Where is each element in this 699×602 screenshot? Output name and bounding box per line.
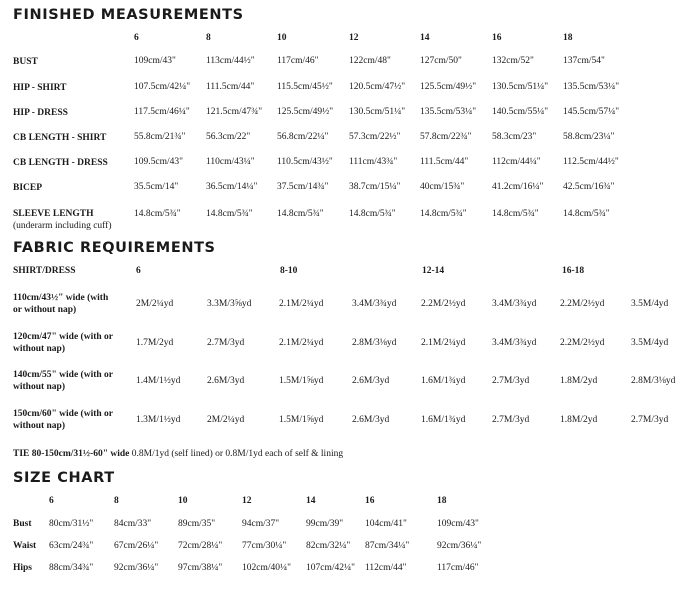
table-cell: 3.4M/3¾yd (492, 299, 537, 309)
row-label: BICEP (13, 183, 43, 193)
tie-requirement (13, 449, 343, 459)
table-cell: 88cm/34¾" (49, 563, 94, 573)
table-cell: 107.5cm/42¼" (134, 82, 191, 92)
table-cell: 2.8M/3⅛yd (352, 338, 397, 348)
table-cell: 92cm/36¼" (114, 563, 159, 573)
tie-label: TIE 80-150cm/31½-60" wide (13, 449, 130, 459)
table-cell: 56.8cm/22¼" (277, 132, 329, 142)
table-cell: 2.1M/2¼yd (279, 338, 324, 348)
size-header-cell: 18 (563, 33, 573, 43)
table-cell: 112.5cm/44½" (563, 157, 619, 167)
table-cell: 107cm/42¼" (306, 563, 355, 573)
table-cell: 2.2M/2½yd (560, 299, 605, 309)
table-cell: 120.5cm/47½" (349, 82, 406, 92)
table-cell: 109cm/43" (437, 519, 479, 529)
table-cell: 14.8cm/5¾" (563, 209, 610, 219)
row-label: BUST (13, 57, 38, 67)
fabric-width-label: without nap) (13, 344, 65, 354)
table-cell: 2.6M/3yd (352, 415, 390, 425)
table-cell: 3.4M/3¾yd (492, 338, 537, 348)
table-cell: 121.5cm/47¾" (206, 107, 263, 117)
size-header-cell: 8 (114, 496, 119, 506)
size-header-cell: 8 (206, 33, 211, 43)
size-header-cell: 6 (134, 33, 139, 43)
table-cell: 112cm/44¼" (492, 157, 541, 167)
fabric-width-label: or without nap) (13, 305, 77, 315)
table-cell: 63cm/24¾" (49, 541, 94, 551)
table-cell: 84cm/33" (114, 519, 152, 529)
size-group-header: 8-10 (280, 266, 298, 276)
table-cell: 122cm/48" (349, 56, 391, 66)
table-cell: 2.2M/2½yd (560, 338, 605, 348)
table-cell: 102cm/40¼" (242, 563, 291, 573)
size-header-cell: 14 (306, 496, 316, 506)
size-header-cell: 18 (437, 496, 447, 506)
size-group-header: 12-14 (422, 266, 445, 276)
table-cell: 41.2cm/16¼" (492, 182, 544, 192)
tie-text: 0.8M/1yd (self lined) or 0.8M/1yd each of self & lining (129, 449, 344, 459)
row-label: Waist (13, 541, 37, 551)
table-cell: 14.8cm/5¾" (492, 209, 539, 219)
table-cell: 2.7M/3yd (631, 415, 669, 425)
size-header-cell: 12 (242, 496, 252, 506)
table-cell: 89cm/35" (178, 519, 216, 529)
size-header-cell: 12 (349, 33, 359, 43)
table-cell: 35.5cm/14" (134, 182, 179, 192)
row-label: Hips (13, 563, 33, 573)
table-cell: 3.5M/4yd (631, 338, 669, 348)
row-label: HIP - DRESS (13, 108, 68, 118)
table-cell: 3.4M/3¾yd (352, 299, 397, 309)
fabric-width-label: 110cm/43½" wide (with (13, 293, 109, 303)
table-cell: 109.5cm/43" (134, 157, 183, 167)
size-header-cell: 14 (420, 33, 430, 43)
table-cell: 2.7M/3yd (207, 338, 245, 348)
table-cell: 111.5cm/44" (206, 82, 255, 92)
size-group-header: 16-18 (562, 266, 585, 276)
table-cell: 42.5cm/16¾" (563, 182, 615, 192)
row-label: SLEEVE LENGTH (13, 209, 94, 219)
fabric-width-label: without nap) (13, 382, 65, 392)
table-cell: 115.5cm/45½" (277, 82, 333, 92)
fabric-width-label: 150cm/60" wide (with or (13, 409, 113, 419)
size-group-header: 6 (136, 266, 141, 276)
fabric-width-label: without nap) (13, 421, 65, 431)
table-cell: 37.5cm/14¾" (277, 182, 329, 192)
table-cell: 67cm/26¼" (114, 541, 159, 551)
table-cell: 1.5M/1⅝yd (279, 415, 324, 425)
table-cell: 1.6M/1¾yd (421, 415, 466, 425)
size-chart-heading: SIZE CHART (13, 470, 115, 486)
table-cell: 87cm/34¼" (365, 541, 410, 551)
table-cell: 109cm/43" (134, 56, 176, 66)
table-cell: 14.8cm/5¾" (420, 209, 467, 219)
table-cell: 2.1M/2¼yd (279, 299, 324, 309)
table-cell: 97cm/38¼" (178, 563, 223, 573)
table-cell: 57.8cm/22¾" (420, 132, 472, 142)
table-cell: 110cm/43¼" (206, 157, 255, 167)
table-cell: 80cm/31½" (49, 519, 94, 529)
table-cell: 1.6M/1¾yd (421, 376, 466, 386)
table-cell: 112cm/44" (365, 563, 407, 573)
table-cell: 58.8cm/23¼" (563, 132, 615, 142)
table-cell: 99cm/39" (306, 519, 344, 529)
table-cell: 1.7M/2yd (136, 338, 174, 348)
table-cell: 58.3cm/23" (492, 132, 537, 142)
table-cell: 130.5cm/51¼" (349, 107, 406, 117)
size-header-cell: 10 (277, 33, 287, 43)
table-cell: 2M/2¼yd (136, 299, 174, 309)
table-cell: 92cm/36¼" (437, 541, 482, 551)
table-cell: 2.8M/3⅛yd (631, 376, 676, 386)
table-cell: 111cm/43¾" (349, 157, 398, 167)
table-cell: 3.5M/4yd (631, 299, 669, 309)
row-sublabel: (underarm including cuff) (13, 221, 112, 231)
table-cell: 117cm/46" (437, 563, 479, 573)
table-cell: 132cm/52" (492, 56, 534, 66)
table-cell: 135.5cm/53¼" (420, 107, 477, 117)
table-cell: 117cm/46" (277, 56, 319, 66)
fabric-width-label: 120cm/47" wide (with or (13, 332, 113, 342)
table-cell: 125.5cm/49½" (277, 107, 334, 117)
table-cell: 2M/2¼yd (207, 415, 245, 425)
table-cell: 38.7cm/15¼" (349, 182, 401, 192)
table-cell: 36.5cm/14¼" (206, 182, 258, 192)
row-label: CB LENGTH - SHIRT (13, 133, 107, 143)
table-cell: 14.8cm/5¾" (349, 209, 396, 219)
table-cell: 104cm/41" (365, 519, 407, 529)
table-cell: 2.6M/3yd (352, 376, 390, 386)
table-cell: 145.5cm/57¼" (563, 107, 620, 117)
table-cell: 40cm/15¾" (420, 182, 465, 192)
table-cell: 72cm/28¼" (178, 541, 223, 551)
table-cell: 77cm/30¼" (242, 541, 287, 551)
row-label: CB LENGTH - DRESS (13, 158, 108, 168)
table-cell: 57.3cm/22½" (349, 132, 401, 142)
finished-measurements-heading: FINISHED MEASUREMENTS (13, 7, 244, 23)
table-cell: 55.8cm/21¾" (134, 132, 186, 142)
table-cell: 3.3M/3⅝yd (207, 299, 252, 309)
table-cell: 56.3cm/22" (206, 132, 251, 142)
row-label: HIP - SHIRT (13, 83, 67, 93)
table-cell: 1.8M/2yd (560, 415, 598, 425)
table-cell: 2.7M/3yd (492, 376, 530, 386)
table-cell: 140.5cm/55¼" (492, 107, 549, 117)
table-cell: 117.5cm/46¼" (134, 107, 190, 117)
fabric-requirements-heading: FABRIC REQUIREMENTS (13, 240, 216, 256)
table-cell: 2.7M/3yd (492, 415, 530, 425)
table-cell: 137cm/54" (563, 56, 605, 66)
row-label: Bust (13, 519, 32, 529)
table-cell: 135.5cm/53¼" (563, 82, 620, 92)
size-header-cell: 16 (365, 496, 375, 506)
table-cell: 14.8cm/5¾" (206, 209, 253, 219)
fabric-header-label: SHIRT/DRESS (13, 266, 76, 276)
table-cell: 113cm/44½" (206, 56, 255, 66)
table-cell: 1.3M/1½yd (136, 415, 181, 425)
table-cell: 82cm/32¼" (306, 541, 351, 551)
table-cell: 130.5cm/51¼" (492, 82, 549, 92)
table-cell: 14.8cm/5¾" (134, 209, 181, 219)
table-cell: 2.1M/2¼yd (421, 338, 466, 348)
table-cell: 14.8cm/5¾" (277, 209, 324, 219)
table-cell: 1.8M/2yd (560, 376, 598, 386)
table-cell: 1.5M/1⅝yd (279, 376, 324, 386)
size-header-cell: 10 (178, 496, 188, 506)
table-cell: 127cm/50" (420, 56, 462, 66)
table-cell: 2.6M/3yd (207, 376, 245, 386)
table-cell: 2.2M/2½yd (421, 299, 466, 309)
table-cell: 125.5cm/49½" (420, 82, 477, 92)
fabric-width-label: 140cm/55" wide (with or (13, 370, 113, 380)
table-cell: 111.5cm/44" (420, 157, 469, 167)
size-header-cell: 16 (492, 33, 502, 43)
table-cell: 1.4M/1½yd (136, 376, 181, 386)
table-cell: 110.5cm/43½" (277, 157, 333, 167)
size-header-cell: 6 (49, 496, 54, 506)
table-cell: 94cm/37" (242, 519, 280, 529)
